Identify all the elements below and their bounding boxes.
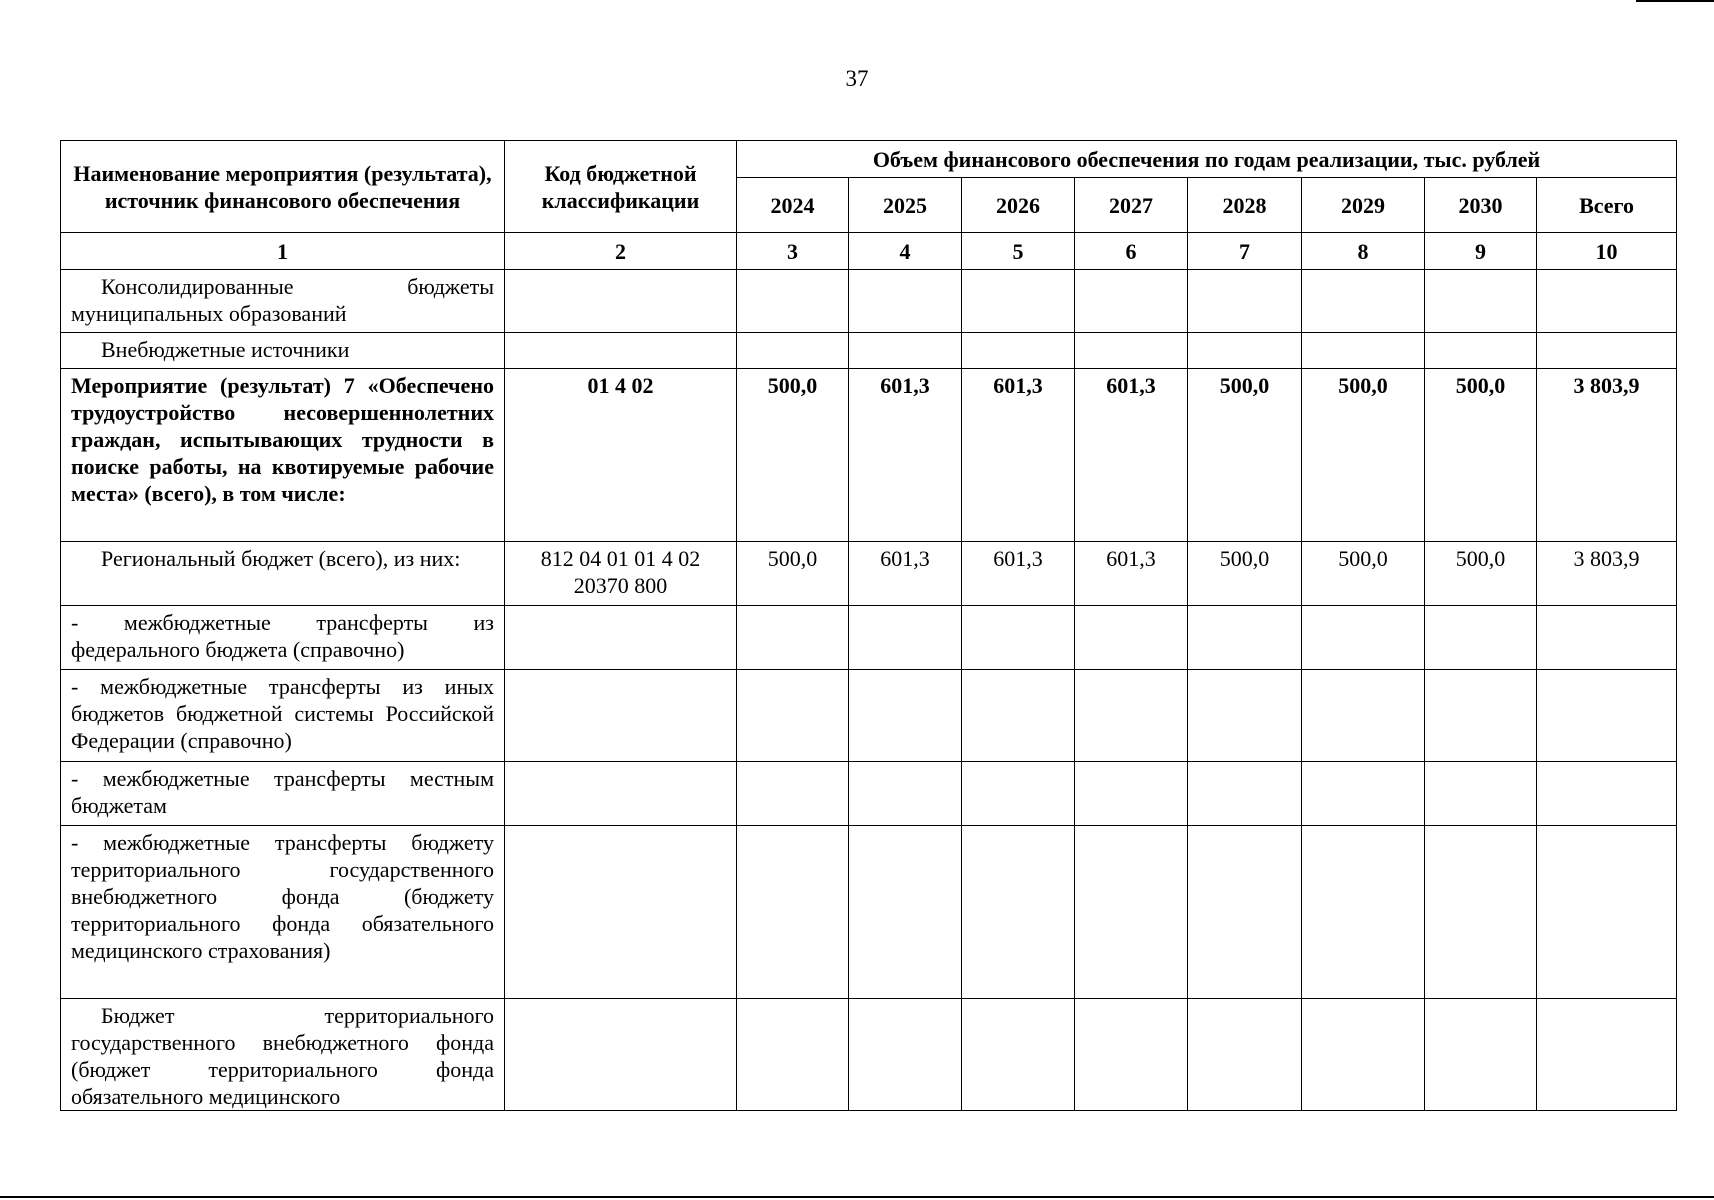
column-number: 7 bbox=[1188, 233, 1302, 270]
row-code bbox=[505, 333, 737, 369]
row-value bbox=[1302, 270, 1425, 333]
row-value bbox=[1302, 333, 1425, 369]
row-value: 3 803,9 bbox=[1537, 542, 1677, 606]
row-code bbox=[505, 606, 737, 670]
row-value bbox=[1075, 670, 1188, 762]
row-name bbox=[61, 999, 505, 1111]
row-name-text: Бюджет территориального государственного внебюджетного фонда (бюджет территориального фонда обязательного медицинского bbox=[71, 1003, 494, 1109]
row-value bbox=[1302, 762, 1425, 826]
row-value bbox=[1188, 826, 1302, 999]
row-value bbox=[849, 270, 962, 333]
row-value bbox=[737, 270, 849, 333]
bottom-edge-line bbox=[0, 1196, 1714, 1198]
row-value: 3 803,9 bbox=[1537, 369, 1677, 542]
column-number: 6 bbox=[1075, 233, 1188, 270]
row-value bbox=[962, 270, 1075, 333]
row-value: 601,3 bbox=[962, 369, 1075, 542]
column-number: 4 bbox=[849, 233, 962, 270]
row-value bbox=[1075, 333, 1188, 369]
header-year: 2024 bbox=[737, 178, 849, 233]
row-value bbox=[737, 606, 849, 670]
row-name: - межбюджетные трансферты местным бюджетам bbox=[61, 762, 505, 826]
row-value bbox=[962, 762, 1075, 826]
row-value bbox=[1537, 762, 1677, 826]
table-row bbox=[61, 369, 1677, 542]
table-row bbox=[61, 670, 1677, 762]
table-row bbox=[61, 999, 1677, 1111]
row-value bbox=[737, 999, 849, 1111]
row-value bbox=[1425, 606, 1537, 670]
row-value bbox=[737, 826, 849, 999]
row-value bbox=[1302, 999, 1425, 1111]
header-code-column: Код бюджетной классификации bbox=[505, 141, 737, 233]
table-row bbox=[61, 542, 1677, 606]
row-value bbox=[849, 670, 962, 762]
page-number: 37 bbox=[845, 66, 869, 91]
row-code bbox=[505, 826, 737, 999]
row-name: Региональный бюджет (всего), из них: bbox=[61, 542, 505, 606]
header-year: 2026 bbox=[962, 178, 1075, 233]
financing-table bbox=[60, 140, 1677, 1111]
top-right-edge-line bbox=[1636, 0, 1714, 2]
row-value: 500,0 bbox=[1425, 542, 1537, 606]
row-value bbox=[1537, 606, 1677, 670]
row-name: Мероприятие (результат) 7 «Обеспечено трудоустройство несовершеннолетних граждан, испытывающих трудности в поиске работы, на квотируемые рабочие места» (всего), в том числе: bbox=[61, 369, 505, 542]
row-value bbox=[1425, 670, 1537, 762]
row-value bbox=[849, 762, 962, 826]
row-value bbox=[1537, 826, 1677, 999]
header-volume-group: Объем финансового обеспечения по годам реализации, тыс. рублей bbox=[737, 141, 1677, 178]
table-row bbox=[61, 826, 1677, 999]
row-code bbox=[505, 670, 737, 762]
row-name: Консолидированные бюджеты муниципальных образований bbox=[61, 270, 505, 333]
row-name: Внебюджетные источники bbox=[61, 333, 505, 369]
row-value bbox=[1425, 999, 1537, 1111]
row-value bbox=[737, 333, 849, 369]
row-value bbox=[1537, 270, 1677, 333]
row-value bbox=[1537, 333, 1677, 369]
column-number: 8 bbox=[1302, 233, 1425, 270]
column-number: 3 bbox=[737, 233, 849, 270]
header-year: 2028 bbox=[1188, 178, 1302, 233]
row-value bbox=[1537, 999, 1677, 1111]
row-value bbox=[1188, 999, 1302, 1111]
row-value bbox=[1537, 670, 1677, 762]
row-code bbox=[505, 762, 737, 826]
row-value: 601,3 bbox=[1075, 542, 1188, 606]
row-code: 01 4 02 bbox=[505, 369, 737, 542]
row-value bbox=[1425, 333, 1537, 369]
row-value bbox=[1302, 670, 1425, 762]
row-value bbox=[1188, 762, 1302, 826]
column-number: 9 bbox=[1425, 233, 1537, 270]
header-row-top bbox=[61, 141, 1677, 178]
row-value bbox=[962, 606, 1075, 670]
row-value bbox=[1075, 826, 1188, 999]
row-value bbox=[1302, 826, 1425, 999]
column-number-row bbox=[61, 233, 1677, 270]
row-code bbox=[505, 270, 737, 333]
row-name: - межбюджетные трансферты бюджету территориального государственного внебюджетного фонда (бюджету территориального фонда обязательного медицинского страхования) bbox=[61, 826, 505, 999]
row-value: 601,3 bbox=[962, 542, 1075, 606]
row-value bbox=[1188, 670, 1302, 762]
row-value bbox=[849, 999, 962, 1111]
row-value bbox=[1188, 333, 1302, 369]
table-row bbox=[61, 606, 1677, 670]
row-code: 812 04 01 01 4 02 20370 800 bbox=[505, 542, 737, 606]
row-value bbox=[849, 826, 962, 999]
table-row bbox=[61, 333, 1677, 369]
row-value: 601,3 bbox=[849, 542, 962, 606]
table-row bbox=[61, 270, 1677, 333]
row-name: - межбюджетные трансферты из федерального бюджета (справочно) bbox=[61, 606, 505, 670]
row-value bbox=[1075, 606, 1188, 670]
header-name-column: Наименование мероприятия (результата), источник финансового обеспечения bbox=[61, 141, 505, 233]
row-value bbox=[849, 333, 962, 369]
header-year: 2029 bbox=[1302, 178, 1425, 233]
column-number: 1 bbox=[61, 233, 505, 270]
column-number: 2 bbox=[505, 233, 737, 270]
table-row bbox=[61, 762, 1677, 826]
column-number: 10 bbox=[1537, 233, 1677, 270]
row-value: 500,0 bbox=[1425, 369, 1537, 542]
row-name: - межбюджетные трансферты из иных бюджетов бюджетной системы Российской Федерации (справочно) bbox=[61, 670, 505, 762]
header-year: 2030 bbox=[1425, 178, 1537, 233]
column-number: 5 bbox=[962, 233, 1075, 270]
header-year: 2027 bbox=[1075, 178, 1188, 233]
row-value bbox=[1188, 606, 1302, 670]
row-value bbox=[962, 333, 1075, 369]
row-value bbox=[962, 999, 1075, 1111]
row-value bbox=[1302, 606, 1425, 670]
header-total: Всего bbox=[1537, 178, 1677, 233]
row-value: 500,0 bbox=[737, 369, 849, 542]
row-value bbox=[1075, 999, 1188, 1111]
header-year: 2025 bbox=[849, 178, 962, 233]
row-value: 601,3 bbox=[849, 369, 962, 542]
row-value bbox=[1075, 270, 1188, 333]
row-value bbox=[849, 606, 962, 670]
row-value bbox=[737, 762, 849, 826]
row-value bbox=[962, 826, 1075, 999]
row-value bbox=[1425, 826, 1537, 999]
row-value bbox=[1425, 270, 1537, 333]
row-value: 500,0 bbox=[737, 542, 849, 606]
row-value bbox=[737, 670, 849, 762]
row-value: 601,3 bbox=[1075, 369, 1188, 542]
row-code bbox=[505, 999, 737, 1111]
row-value bbox=[1188, 270, 1302, 333]
row-value bbox=[1075, 762, 1188, 826]
row-value bbox=[1425, 762, 1537, 826]
row-value: 500,0 bbox=[1188, 542, 1302, 606]
row-value: 500,0 bbox=[1188, 369, 1302, 542]
row-value: 500,0 bbox=[1302, 542, 1425, 606]
row-value bbox=[962, 670, 1075, 762]
row-value: 500,0 bbox=[1302, 369, 1425, 542]
